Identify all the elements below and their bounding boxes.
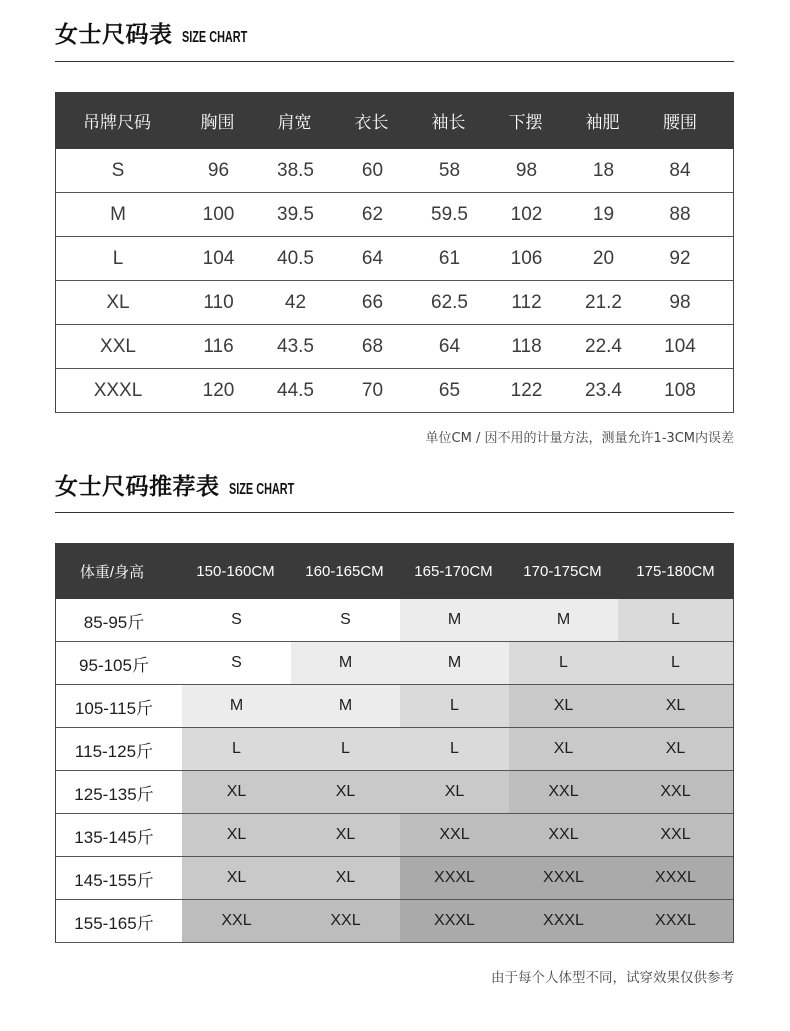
size-label-cell: XXL bbox=[100, 335, 136, 357]
shoulder-cell: 40.5 bbox=[277, 247, 314, 269]
sleeve-width-cell: 23.4 bbox=[585, 379, 622, 401]
hem-cell: 98 bbox=[515, 159, 538, 181]
recommended-size-cell: XXL bbox=[618, 814, 733, 856]
recommended-size-cell: XXXL bbox=[618, 900, 733, 942]
hem-cell: 106 bbox=[510, 247, 543, 269]
size-chart-table bbox=[55, 92, 734, 413]
bust-cell: 116 bbox=[203, 335, 234, 357]
table-row bbox=[56, 193, 733, 237]
weight-range-cell: 145-155斤 bbox=[56, 857, 182, 899]
recommended-size-cell: M bbox=[509, 599, 618, 641]
recommendation-title-block bbox=[55, 472, 325, 502]
shoulder-cell: 38.5 bbox=[277, 159, 314, 181]
recommended-size-cell: M bbox=[400, 599, 509, 641]
size-label-cell: XXXL bbox=[93, 379, 143, 401]
recommended-size-cell: XL bbox=[618, 728, 733, 770]
size-label-cell: L bbox=[112, 247, 124, 269]
recommended-size-cell: XXL bbox=[618, 771, 733, 813]
hem-cell: 118 bbox=[511, 335, 542, 357]
header-sleeve-length: 袖长 bbox=[431, 113, 466, 133]
header-waist: 腰围 bbox=[663, 113, 697, 133]
length-cell: 68 bbox=[361, 335, 384, 357]
weight-range-cell: 115-125斤 bbox=[56, 728, 182, 770]
table-row bbox=[56, 728, 733, 771]
header-bust: 胸围 bbox=[200, 113, 235, 133]
recommended-size-cell: XL bbox=[291, 771, 400, 813]
recommended-size-cell: L bbox=[618, 599, 733, 641]
waist-cell: 84 bbox=[669, 159, 691, 181]
size-chart-title: 女士尺码表 bbox=[55, 22, 173, 48]
sleeve-length-cell: 58 bbox=[438, 159, 461, 181]
size-chart-subtitle: SIZE CHART bbox=[181, 29, 247, 46]
sleeve-width-cell: 19 bbox=[592, 203, 615, 225]
recommended-size-cell: XXL bbox=[509, 814, 618, 856]
recommendation-table bbox=[55, 543, 734, 943]
recommended-size-cell: L bbox=[400, 685, 509, 727]
weight-range-cell: 155-165斤 bbox=[56, 900, 182, 942]
header-weight-height: 体重/身高 bbox=[79, 563, 145, 581]
size-chart-header-row bbox=[55, 92, 734, 149]
fit-disclaimer-note: 由于每个人体型不同，试穿效果仅供参考 bbox=[491, 970, 734, 986]
recommended-size-cell: XL bbox=[291, 814, 400, 856]
table-row bbox=[56, 325, 733, 369]
sleeve-length-cell: 59.5 bbox=[431, 203, 468, 225]
table-row bbox=[56, 642, 733, 685]
header-height-range: 165-170CM bbox=[414, 562, 493, 580]
header-height-range: 170-175CM bbox=[523, 562, 602, 580]
recommended-size-cell: XXL bbox=[509, 771, 618, 813]
sleeve-length-cell: 65 bbox=[438, 379, 461, 401]
sleeve-width-cell: 21.2 bbox=[585, 291, 622, 313]
length-cell: 64 bbox=[361, 247, 384, 269]
recommended-size-cell: L bbox=[618, 642, 733, 684]
recommended-size-cell: XXXL bbox=[400, 900, 509, 942]
shoulder-cell: 39.5 bbox=[277, 203, 314, 225]
table-row bbox=[56, 814, 733, 857]
recommended-size-cell: S bbox=[182, 642, 291, 684]
size-label-cell: XL bbox=[106, 291, 130, 313]
table-row bbox=[56, 369, 733, 413]
length-cell: 60 bbox=[361, 159, 384, 181]
sleeve-length-cell: 64 bbox=[438, 335, 461, 357]
waist-cell: 104 bbox=[664, 335, 696, 357]
weight-range-cell: 105-115斤 bbox=[56, 685, 182, 727]
header-length: 衣长 bbox=[354, 113, 389, 133]
recommended-size-cell: XXXL bbox=[509, 900, 618, 942]
recommendation-header-row bbox=[55, 543, 734, 599]
recommended-size-cell: XL bbox=[182, 771, 291, 813]
hem-cell: 112 bbox=[511, 291, 542, 313]
recommended-size-cell: M bbox=[291, 685, 400, 727]
weight-range-cell: 125-135斤 bbox=[56, 771, 182, 813]
header-tag-size: 吊牌尺码 bbox=[83, 113, 151, 133]
shoulder-cell: 43.5 bbox=[277, 335, 314, 357]
size-chart-title-block bbox=[55, 20, 278, 50]
title-divider bbox=[55, 512, 734, 513]
table-row bbox=[56, 900, 733, 943]
header-shoulder: 肩宽 bbox=[277, 113, 312, 133]
recommended-size-cell: S bbox=[182, 599, 291, 641]
header-hem: 下摆 bbox=[508, 113, 543, 133]
sleeve-width-cell: 20 bbox=[592, 247, 615, 269]
recommended-size-cell: XL bbox=[182, 857, 291, 899]
length-cell: 66 bbox=[361, 291, 384, 313]
hem-cell: 122 bbox=[510, 379, 543, 401]
waist-cell: 108 bbox=[664, 379, 696, 401]
recommended-size-cell: L bbox=[182, 728, 291, 770]
sleeve-width-cell: 22.4 bbox=[585, 335, 622, 357]
recommended-size-cell: M bbox=[182, 685, 291, 727]
shoulder-cell: 44.5 bbox=[277, 379, 314, 401]
header-height-range: 150-160CM bbox=[196, 562, 275, 580]
weight-range-cell: 85-95斤 bbox=[56, 599, 182, 641]
bust-cell: 110 bbox=[203, 291, 234, 313]
recommended-size-cell: XXXL bbox=[509, 857, 618, 899]
table-row bbox=[56, 599, 733, 642]
size-label-cell: M bbox=[110, 203, 126, 225]
weight-range-cell: 135-145斤 bbox=[56, 814, 182, 856]
recommended-size-cell: S bbox=[291, 599, 400, 641]
waist-cell: 98 bbox=[669, 291, 691, 313]
recommended-size-cell: L bbox=[400, 728, 509, 770]
table-row bbox=[56, 149, 733, 193]
size-chart-body bbox=[55, 149, 734, 413]
table-row bbox=[56, 857, 733, 900]
header-height-range: 160-165CM bbox=[305, 562, 384, 580]
header-height-range: 175-180CM bbox=[636, 562, 715, 580]
table-row bbox=[56, 771, 733, 814]
recommended-size-cell: XL bbox=[182, 814, 291, 856]
recommended-size-cell: XXL bbox=[182, 900, 291, 942]
bust-cell: 104 bbox=[202, 247, 235, 269]
recommended-size-cell: L bbox=[509, 642, 618, 684]
waist-cell: 88 bbox=[669, 203, 691, 225]
length-cell: 70 bbox=[361, 379, 384, 401]
recommended-size-cell: XL bbox=[509, 728, 618, 770]
shoulder-cell: 42 bbox=[284, 291, 307, 313]
sleeve-width-cell: 18 bbox=[592, 159, 615, 181]
table-row bbox=[56, 281, 733, 325]
title-divider bbox=[55, 61, 734, 62]
recommended-size-cell: XL bbox=[291, 857, 400, 899]
recommended-size-cell: XXXL bbox=[618, 857, 733, 899]
recommended-size-cell: XL bbox=[400, 771, 509, 813]
recommendation-title: 女士尺码推荐表 bbox=[55, 474, 220, 500]
size-label-cell: S bbox=[111, 159, 125, 181]
recommended-size-cell: XXL bbox=[400, 814, 509, 856]
recommended-size-cell: M bbox=[291, 642, 400, 684]
table-row bbox=[56, 685, 733, 728]
weight-range-cell: 95-105斤 bbox=[56, 642, 182, 684]
header-sleeve-width: 袖肥 bbox=[585, 113, 620, 133]
recommended-size-cell: M bbox=[400, 642, 509, 684]
bust-cell: 120 bbox=[202, 379, 235, 401]
recommended-size-cell: L bbox=[291, 728, 400, 770]
bust-cell: 96 bbox=[207, 159, 230, 181]
sleeve-length-cell: 62.5 bbox=[431, 291, 468, 313]
recommended-size-cell: XXXL bbox=[400, 857, 509, 899]
sleeve-length-cell: 61 bbox=[438, 247, 461, 269]
length-cell: 62 bbox=[361, 203, 384, 225]
hem-cell: 102 bbox=[510, 203, 543, 225]
bust-cell: 100 bbox=[202, 203, 235, 225]
recommendation-body bbox=[55, 599, 734, 943]
table-row bbox=[56, 237, 733, 281]
recommended-size-cell: XXL bbox=[291, 900, 400, 942]
recommended-size-cell: XL bbox=[618, 685, 733, 727]
waist-cell: 92 bbox=[669, 247, 691, 269]
recommendation-subtitle: SIZE CHART bbox=[228, 481, 294, 498]
recommended-size-cell: XL bbox=[509, 685, 618, 727]
measurement-note: 单位CM / 因不用的计量方法，测量允许1-3CM内误差 bbox=[425, 431, 734, 446]
